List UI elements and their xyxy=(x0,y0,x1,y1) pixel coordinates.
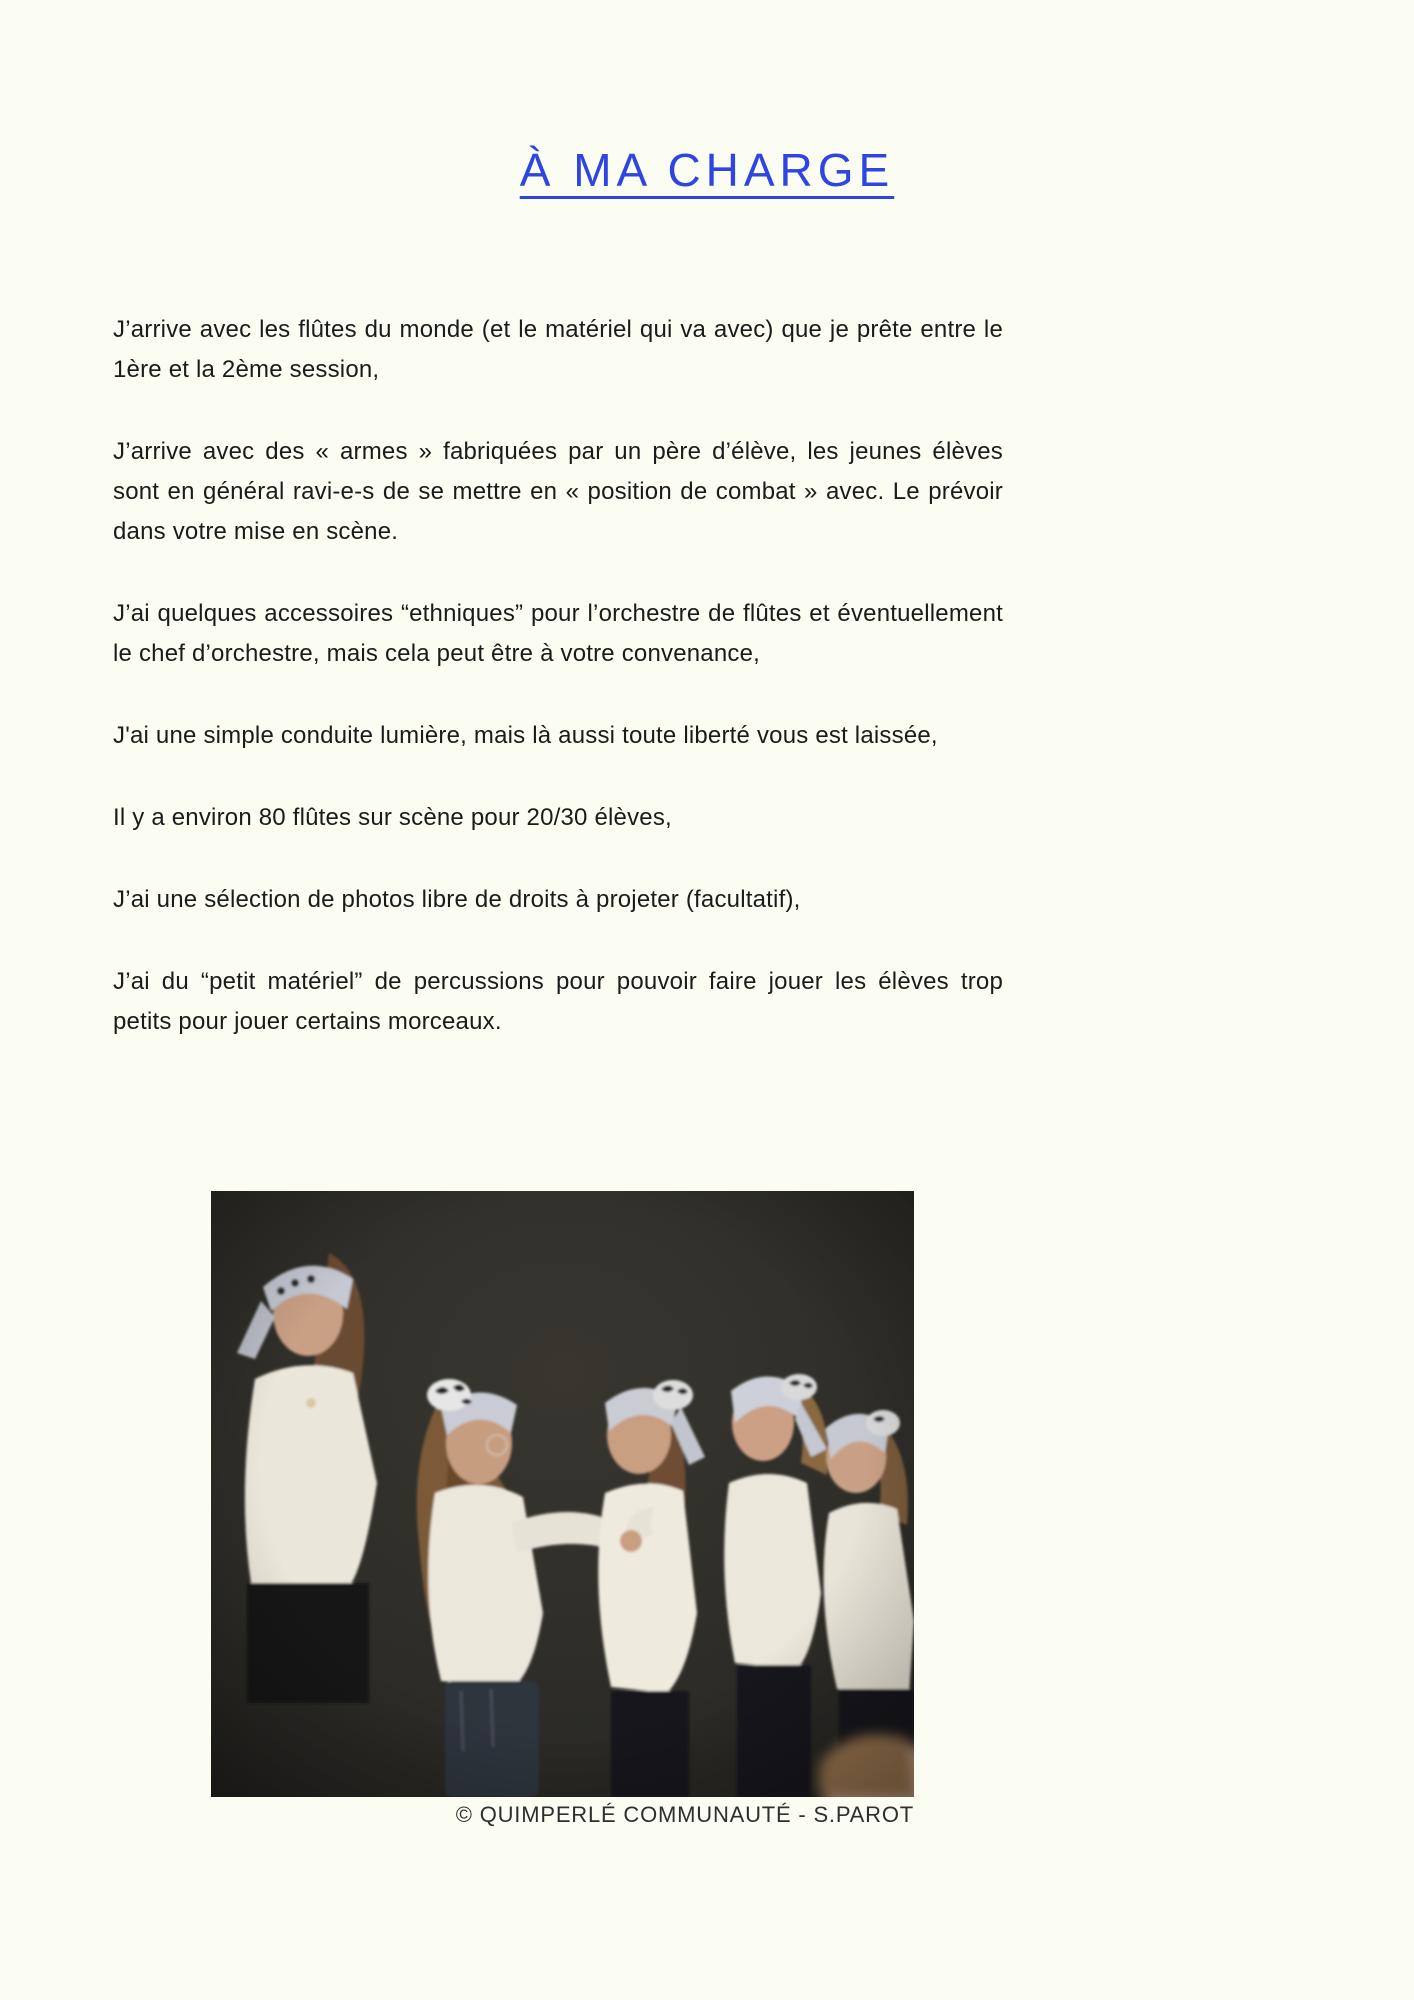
page-title-text: À MA CHARGE xyxy=(519,144,895,196)
paragraph: J’ai quelques accessoires “ethniques” pour l’orchestre de flûtes et éventuellement le chef d’orchestre, mais cela peut être à votre convenance, xyxy=(113,600,1003,667)
photo-block xyxy=(211,1191,914,1828)
photo-credit: © QUIMPERLÉ COMMUNAUTÉ - S.PAROT xyxy=(455,1802,914,1827)
stage-photo xyxy=(211,1191,914,1797)
page-title xyxy=(0,143,1414,197)
paragraph: J’ai une sélection de photos libre de droits à projeter (facultatif), xyxy=(113,886,801,913)
paragraph: Il y a environ 80 flûtes sur scène pour 20/30 élèves, xyxy=(113,804,672,831)
body-text xyxy=(113,310,1003,1084)
photo-vignette xyxy=(211,1191,914,1797)
paragraph: J’ai du “petit matériel” de percussions pour pouvoir faire jouer les élèves trop petits pour jouer certains morceaux. xyxy=(113,968,1003,1035)
paragraph: J’arrive avec des « armes » fabriquées par un père d’élève, les jeunes élèves sont en général ravi-e-s de se mettre en « position de combat » avec. Le prévoir dans votre mise en scène. xyxy=(113,438,1003,545)
paragraph: J’arrive avec les flûtes du monde (et le matériel qui va avec) que je prête entre le 1ère et la 2ème session, xyxy=(113,316,1003,383)
paragraph: J'ai une simple conduite lumière, mais là aussi toute liberté vous est laissée, xyxy=(113,722,938,749)
